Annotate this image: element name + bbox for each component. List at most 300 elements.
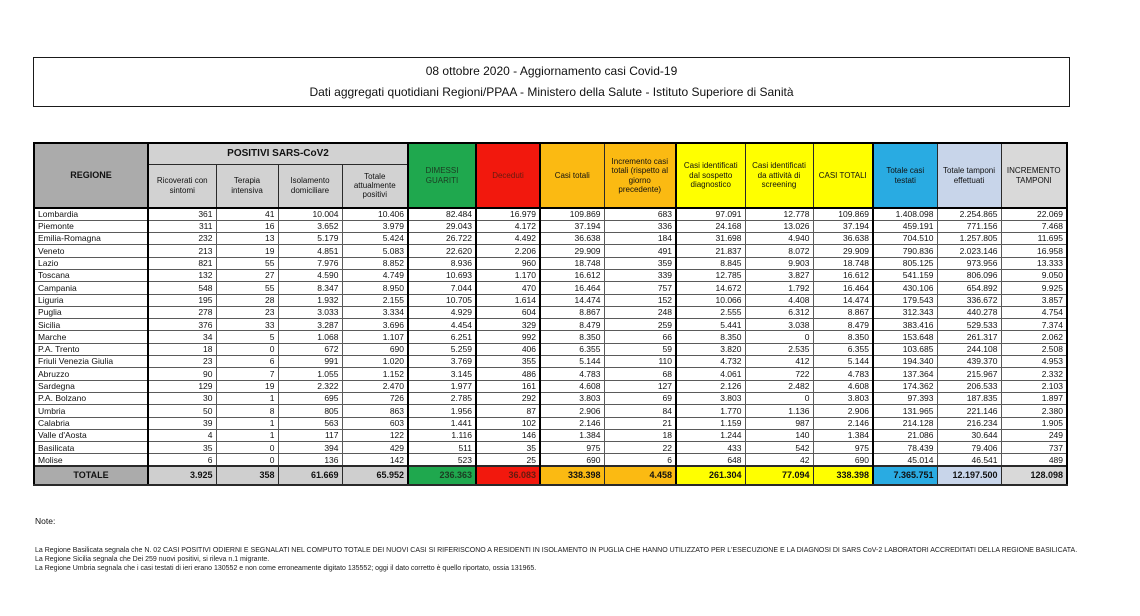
table-cell: 4.929 <box>408 306 476 318</box>
table-cell: 31.698 <box>676 233 745 245</box>
table-cell: 6.251 <box>408 331 476 343</box>
table-cell: 195 <box>148 294 216 306</box>
table-cell: 37.194 <box>813 220 873 232</box>
table-cell: 757 <box>604 282 676 294</box>
table-cell: 2.535 <box>745 343 813 355</box>
notes-section <box>35 516 1115 574</box>
table-cell: 4.953 <box>1001 356 1067 368</box>
table-cell: 66 <box>604 331 676 343</box>
table-cell: 3.820 <box>676 343 745 355</box>
table-cell: 46.541 <box>937 454 1001 466</box>
table-cell: 25 <box>476 454 540 466</box>
table-cell: 55 <box>216 282 278 294</box>
table-cell: 1.107 <box>342 331 408 343</box>
table-cell: 22.069 <box>1001 208 1067 220</box>
table-cell: 136 <box>278 454 342 466</box>
region-name: Puglia <box>34 306 148 318</box>
table-cell: 68 <box>604 368 676 380</box>
table-cell: 45.014 <box>873 454 937 466</box>
table-cell: 1 <box>216 392 278 404</box>
total-label: TOTALE <box>34 466 148 485</box>
table-row-valle-d-aosta <box>34 429 1067 441</box>
table-cell: 704.510 <box>873 233 937 245</box>
table-cell: 5.144 <box>540 356 604 368</box>
table-cell: 29.909 <box>540 245 604 257</box>
table-cell: 29.043 <box>408 220 476 232</box>
table-row-lombardia <box>34 208 1067 220</box>
table-cell: 1.244 <box>676 429 745 441</box>
covid-data-table <box>33 142 1068 486</box>
table-cell: 1.932 <box>278 294 342 306</box>
group-header-positivi-sars-cov2: POSITIVI SARS-CoV2 <box>148 143 408 164</box>
table-cell: 541.159 <box>873 269 937 281</box>
table-cell: 132 <box>148 269 216 281</box>
table-cell: 3.857 <box>1001 294 1067 306</box>
table-cell: 4.061 <box>676 368 745 380</box>
table-row-puglia <box>34 306 1067 318</box>
region-name: Molise <box>34 454 148 466</box>
table-cell: 1.956 <box>408 405 476 417</box>
table-cell: 491 <box>604 245 676 257</box>
table-cell: 18 <box>148 343 216 355</box>
table-cell: 486 <box>476 368 540 380</box>
table-cell: 511 <box>408 442 476 454</box>
table-cell: 16 <box>216 220 278 232</box>
table-cell: 16.612 <box>540 269 604 281</box>
table-cell: 131.965 <box>873 405 937 417</box>
table-cell: 3.925 <box>148 466 216 485</box>
table-cell: 10.004 <box>278 208 342 220</box>
table-cell: 14.672 <box>676 282 745 294</box>
total-row <box>34 466 1067 485</box>
table-cell: 5.083 <box>342 245 408 257</box>
table-cell: 489 <box>1001 454 1067 466</box>
table-cell: 221.146 <box>937 405 1001 417</box>
table-row-lazio <box>34 257 1067 269</box>
table-row-friuli-venezia-giulia <box>34 356 1067 368</box>
table-cell: 4.783 <box>813 368 873 380</box>
table-cell: 14.474 <box>540 294 604 306</box>
table-cell: 137.364 <box>873 368 937 380</box>
table-cell: 129 <box>148 380 216 392</box>
table-cell: 18.748 <box>540 257 604 269</box>
table-row-p-a-bolzano <box>34 392 1067 404</box>
table-cell: 34 <box>148 331 216 343</box>
table-cell: 1.384 <box>813 429 873 441</box>
table-cell: 215.967 <box>937 368 1001 380</box>
table-cell: 1.384 <box>540 429 604 441</box>
table-cell: 336 <box>604 220 676 232</box>
table-cell: 21.837 <box>676 245 745 257</box>
table-cell: 35 <box>148 442 216 454</box>
table-cell: 975 <box>813 442 873 454</box>
region-name: Lazio <box>34 257 148 269</box>
table-cell: 960 <box>476 257 540 269</box>
table-cell: 16.464 <box>540 282 604 294</box>
region-name: Campania <box>34 282 148 294</box>
table-cell: 7.976 <box>278 257 342 269</box>
table-cell: 97.091 <box>676 208 745 220</box>
region-name: Liguria <box>34 294 148 306</box>
table-cell: 184 <box>604 233 676 245</box>
table-cell: 4.454 <box>408 319 476 331</box>
table-cell: 0 <box>745 331 813 343</box>
table-cell: 9.925 <box>1001 282 1067 294</box>
table-cell: 7.468 <box>1001 220 1067 232</box>
notes-list <box>35 546 1115 574</box>
table-cell: 805 <box>278 405 342 417</box>
table-cell: 8.852 <box>342 257 408 269</box>
table-cell: 10.406 <box>342 208 408 220</box>
region-name: Umbria <box>34 405 148 417</box>
table-cell: 406 <box>476 343 540 355</box>
table-cell: 30.644 <box>937 429 1001 441</box>
table-cell: 19 <box>216 245 278 257</box>
table-cell: 6 <box>148 454 216 466</box>
table-cell: 991 <box>278 356 342 368</box>
table-row-molise <box>34 454 1067 466</box>
table-cell: 542 <box>745 442 813 454</box>
table-cell: 2.482 <box>745 380 813 392</box>
table-cell: 248 <box>604 306 676 318</box>
table-cell: 82.484 <box>408 208 476 220</box>
table-cell: 22.620 <box>408 245 476 257</box>
column-header-casi-totali: Casi totali <box>540 143 604 208</box>
column-header-incremento-casi-totali-rispetto-al-giorno-precedente: Incremento casi totali (rispetto al giorno precedente) <box>604 143 676 208</box>
table-cell: 6.355 <box>813 343 873 355</box>
table-cell: 2.906 <box>540 405 604 417</box>
table-cell: 3.145 <box>408 368 476 380</box>
table-cell: 13.333 <box>1001 257 1067 269</box>
table-cell: 2.555 <box>676 306 745 318</box>
table-cell: 0 <box>216 442 278 454</box>
column-header-regione: REGIONE <box>34 143 148 208</box>
table-cell: 648 <box>676 454 745 466</box>
table-row-campania <box>34 282 1067 294</box>
table-cell: 236.363 <box>408 466 476 485</box>
table-cell: 110 <box>604 356 676 368</box>
table-row-liguria <box>34 294 1067 306</box>
table-cell: 55 <box>216 257 278 269</box>
table-cell: 1.159 <box>676 417 745 429</box>
table-cell: 2.103 <box>1001 380 1067 392</box>
table-cell: 690 <box>813 454 873 466</box>
table-cell: 2.322 <box>278 380 342 392</box>
table-cell: 174.362 <box>873 380 937 392</box>
table-cell: 973.956 <box>937 257 1001 269</box>
table-cell: 194.340 <box>873 356 937 368</box>
table-cell: 459.191 <box>873 220 937 232</box>
table-cell: 0 <box>216 343 278 355</box>
table-cell: 3.033 <box>278 306 342 318</box>
column-header-terapia-intensiva: Terapia intensiva <box>216 164 278 208</box>
table-cell: 4.754 <box>1001 306 1067 318</box>
table-cell: 9.050 <box>1001 269 1067 281</box>
table-cell: 1.020 <box>342 356 408 368</box>
table-cell: 1.068 <box>278 331 342 343</box>
table-cell: 1.792 <box>745 282 813 294</box>
table-cell: 329 <box>476 319 540 331</box>
table-cell: 4.608 <box>540 380 604 392</box>
table-cell: 470 <box>476 282 540 294</box>
table-cell: 16.979 <box>476 208 540 220</box>
region-name: Valle d'Aosta <box>34 429 148 441</box>
table-cell: 1.136 <box>745 405 813 417</box>
table-cell: 987 <box>745 417 813 429</box>
table-cell: 790.836 <box>873 245 937 257</box>
table-cell: 39 <box>148 417 216 429</box>
table-cell: 1.614 <box>476 294 540 306</box>
table-cell: 127 <box>604 380 676 392</box>
table-cell: 1.770 <box>676 405 745 417</box>
table-cell: 5.259 <box>408 343 476 355</box>
table-cell: 3.979 <box>342 220 408 232</box>
table-cell: 249 <box>1001 429 1067 441</box>
table-cell: 4.492 <box>476 233 540 245</box>
table-cell: 548 <box>148 282 216 294</box>
table-cell: 359 <box>604 257 676 269</box>
table-cell: 30 <box>148 392 216 404</box>
table-cell: 523 <box>408 454 476 466</box>
table-cell: 8.350 <box>676 331 745 343</box>
table-cell: 8.845 <box>676 257 745 269</box>
table-cell: 8.936 <box>408 257 476 269</box>
table-cell: 16.958 <box>1001 245 1067 257</box>
table-cell: 5 <box>216 331 278 343</box>
table-cell: 4.172 <box>476 220 540 232</box>
table-cell: 604 <box>476 306 540 318</box>
table-cell: 206.533 <box>937 380 1001 392</box>
table-row-abruzzo <box>34 368 1067 380</box>
table-cell: 78.439 <box>873 442 937 454</box>
table-cell: 3.769 <box>408 356 476 368</box>
table-cell: 87 <box>476 405 540 417</box>
table-cell: 213 <box>148 245 216 257</box>
table-cell: 244.108 <box>937 343 1001 355</box>
table-cell: 1.441 <box>408 417 476 429</box>
table-row-veneto <box>34 245 1067 257</box>
table-cell: 6.355 <box>540 343 604 355</box>
table-cell: 433 <box>676 442 745 454</box>
table-cell: 8.072 <box>745 245 813 257</box>
report-subtitle: Dati aggregati quotidiani Regioni/PPAA - Ministero della Salute - Istituto Superiore di Sanità <box>309 84 794 99</box>
table-cell: 8.867 <box>813 306 873 318</box>
table-cell: 8.950 <box>342 282 408 294</box>
column-header-deceduti: Deceduti <box>476 143 540 208</box>
table-cell: 36.083 <box>476 466 540 485</box>
table-cell: 603 <box>342 417 408 429</box>
table-cell: 146 <box>476 429 540 441</box>
table-cell: 1.977 <box>408 380 476 392</box>
table-cell: 2.155 <box>342 294 408 306</box>
table-cell: 21.086 <box>873 429 937 441</box>
table-cell: 1.055 <box>278 368 342 380</box>
table-cell: 690 <box>540 454 604 466</box>
table-cell: 311 <box>148 220 216 232</box>
table-cell: 429 <box>342 442 408 454</box>
table-cell: 77.094 <box>745 466 813 485</box>
table-cell: 683 <box>604 208 676 220</box>
table-cell: 5.441 <box>676 319 745 331</box>
table-cell: 975 <box>540 442 604 454</box>
table-cell: 10.693 <box>408 269 476 281</box>
table-cell: 4.458 <box>604 466 676 485</box>
table-cell: 7 <box>216 368 278 380</box>
table-cell: 992 <box>476 331 540 343</box>
table-cell: 18.748 <box>813 257 873 269</box>
table-cell: 6 <box>604 454 676 466</box>
table-cell: 12.197.500 <box>937 466 1001 485</box>
table-cell: 7.365.751 <box>873 466 937 485</box>
table-cell: 35 <box>476 442 540 454</box>
table-cell: 339 <box>604 269 676 281</box>
table-cell: 2.146 <box>540 417 604 429</box>
table-cell: 97.393 <box>873 392 937 404</box>
table-cell: 90 <box>148 368 216 380</box>
table-cell: 261.317 <box>937 331 1001 343</box>
table-cell: 36.638 <box>813 233 873 245</box>
table-cell: 1.905 <box>1001 417 1067 429</box>
table-cell: 0 <box>745 392 813 404</box>
table-cell: 440.278 <box>937 306 1001 318</box>
table-cell: 142 <box>342 454 408 466</box>
region-name: P.A. Bolzano <box>34 392 148 404</box>
region-name: Piemonte <box>34 220 148 232</box>
table-cell: 13 <box>216 233 278 245</box>
table-cell: 1.408.098 <box>873 208 937 220</box>
region-name: Sicilia <box>34 319 148 331</box>
table-cell: 11.695 <box>1001 233 1067 245</box>
table-cell: 7.374 <box>1001 319 1067 331</box>
notes-heading: Note: <box>35 516 56 526</box>
table-row-p-a-trento <box>34 343 1067 355</box>
table-cell: 338.398 <box>813 466 873 485</box>
table-cell: 259 <box>604 319 676 331</box>
table-cell: 563 <box>278 417 342 429</box>
column-header-casi-identificati-da-attivit-di-screening: Casi identificati da attività di screening <box>745 143 813 208</box>
table-cell: 29.909 <box>813 245 873 257</box>
table-row-piemonte <box>34 220 1067 232</box>
column-header-casi-totali: CASI TOTALI <box>813 143 873 208</box>
table-cell: 2.146 <box>813 417 873 429</box>
column-header-casi-identificati-dal-sospetto-diagnostico: Casi identificati dal sospetto diagnostico <box>676 143 745 208</box>
table-row-marche <box>34 331 1067 343</box>
table-cell: 7.044 <box>408 282 476 294</box>
table-cell: 1.116 <box>408 429 476 441</box>
table-cell: 2.206 <box>476 245 540 257</box>
table-cell: 122 <box>342 429 408 441</box>
table-cell: 3.827 <box>745 269 813 281</box>
table-cell: 863 <box>342 405 408 417</box>
column-header-totale-casi-testati: Totale casi testati <box>873 143 937 208</box>
table-cell: 771.156 <box>937 220 1001 232</box>
region-name: Sardegna <box>34 380 148 392</box>
table-cell: 33 <box>216 319 278 331</box>
table-cell: 19 <box>216 380 278 392</box>
table-cell: 50 <box>148 405 216 417</box>
table-cell: 292 <box>476 392 540 404</box>
table-cell: 8.479 <box>813 319 873 331</box>
table-cell: 65.952 <box>342 466 408 485</box>
table-cell: 8.479 <box>540 319 604 331</box>
region-name: Friuli Venezia Giulia <box>34 356 148 368</box>
table-cell: 383.416 <box>873 319 937 331</box>
table-row-umbria <box>34 405 1067 417</box>
table-cell: 232 <box>148 233 216 245</box>
table-cell: 13.026 <box>745 220 813 232</box>
table-cell: 9.903 <box>745 257 813 269</box>
table-cell: 0 <box>216 454 278 466</box>
column-header-dimessi-guariti: DIMESSI GUARITI <box>408 143 476 208</box>
table-cell: 361 <box>148 208 216 220</box>
table-cell: 654.892 <box>937 282 1001 294</box>
table-cell: 821 <box>148 257 216 269</box>
table-cell: 61.669 <box>278 466 342 485</box>
table-cell: 8.350 <box>540 331 604 343</box>
table-cell: 4.732 <box>676 356 745 368</box>
table-cell: 672 <box>278 343 342 355</box>
table-row-emilia-romagna <box>34 233 1067 245</box>
table-cell: 6.312 <box>745 306 813 318</box>
table-cell: 1.170 <box>476 269 540 281</box>
table-cell: 338.398 <box>540 466 604 485</box>
region-name: Marche <box>34 331 148 343</box>
region-name: Toscana <box>34 269 148 281</box>
table-cell: 36.638 <box>540 233 604 245</box>
table-cell: 1.152 <box>342 368 408 380</box>
table-cell: 4.608 <box>813 380 873 392</box>
table-cell: 4.408 <box>745 294 813 306</box>
table-row-basilicata <box>34 442 1067 454</box>
column-header-ricoverati-con-sintomi: Ricoverati con sintomi <box>148 164 216 208</box>
table-cell: 42 <box>745 454 813 466</box>
table-cell: 2.023.146 <box>937 245 1001 257</box>
note-line: La Regione Basilicata segnala che N. 02 CASI POSITIVI ODIERNI E SEGNALATI NEL COMPUTO TOTALE DEI NUOVI CASI SI RIFERISCONO A RESIDENTI IN ISOLAMENTO IN PUGLIA CHE HANNO UTILIZZATO PER L'ESECUZIONE E LA DIAGNOSI DI SARS CoV-2 LABORATORI ACCREDITATI DELLA REGIONE BASILICATA. <box>35 547 1078 554</box>
table-cell: 152 <box>604 294 676 306</box>
table-cell: 722 <box>745 368 813 380</box>
column-header-totale-attualmente-positivi: Totale attualmente positivi <box>342 164 408 208</box>
note-line: La Regione Umbria segnala che i casi testati di ieri erano 130552 e non come erroneamente digitato 135552; oggi il dato corretto è quello riportato, ossia 131965. <box>35 565 537 573</box>
table-cell: 216.234 <box>937 417 1001 429</box>
table-cell: 394 <box>278 442 342 454</box>
column-header-totale-tamponi-effettuati: Totale tamponi effettuati <box>937 143 1001 208</box>
table-cell: 12.778 <box>745 208 813 220</box>
table-cell: 439.370 <box>937 356 1001 368</box>
table-cell: 529.533 <box>937 319 1001 331</box>
table-cell: 4.783 <box>540 368 604 380</box>
region-name: Calabria <box>34 417 148 429</box>
table-cell: 690 <box>342 343 408 355</box>
table-cell: 1.897 <box>1001 392 1067 404</box>
table-cell: 12.785 <box>676 269 745 281</box>
table-cell: 4.851 <box>278 245 342 257</box>
table-row-sardegna <box>34 380 1067 392</box>
table-cell: 3.652 <box>278 220 342 232</box>
table-cell: 79.406 <box>937 442 1001 454</box>
table-cell: 214.128 <box>873 417 937 429</box>
table-cell: 179.543 <box>873 294 937 306</box>
table-cell: 24.168 <box>676 220 745 232</box>
table-cell: 59 <box>604 343 676 355</box>
region-name: Veneto <box>34 245 148 257</box>
table-cell: 10.066 <box>676 294 745 306</box>
table-cell: 8 <box>216 405 278 417</box>
column-header-incremento-tamponi: INCREMENTO TAMPONI <box>1001 143 1067 208</box>
table-cell: 84 <box>604 405 676 417</box>
table-cell: 3.803 <box>676 392 745 404</box>
table-cell: 2.470 <box>342 380 408 392</box>
table-cell: 27 <box>216 269 278 281</box>
